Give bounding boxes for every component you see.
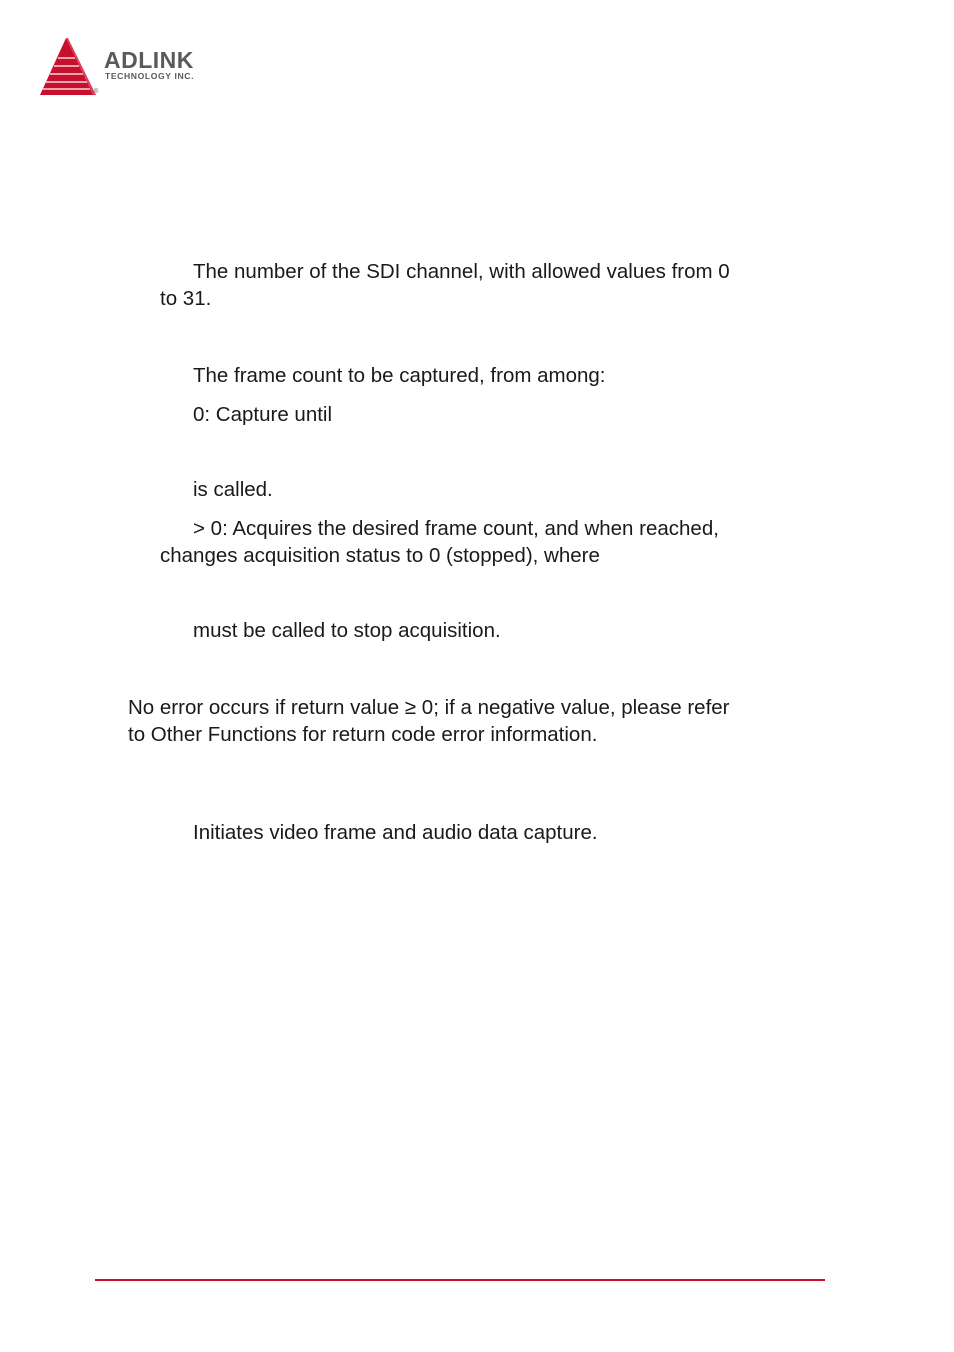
adlink-logo [38, 36, 238, 100]
return-value-line1: No error occurs if return value ≥ 0; if a negative value, please refer [128, 696, 730, 719]
channel-description-line2: to 31. [160, 287, 212, 310]
option-positive-line2: changes acquisition status to 0 (stopped), where [160, 544, 600, 567]
logo-registered-mark: ® [94, 89, 99, 95]
logo-subtitle: TECHNOLOGY INC. [105, 71, 195, 81]
footer-rule [95, 1279, 825, 1281]
option-zero-continuation: is called. [193, 478, 273, 501]
frame-count-intro: The frame count to be captured, from among: [193, 364, 606, 387]
option-positive-continuation: must be called to stop acquisition. [193, 619, 501, 642]
function-description: Initiates video frame and audio data capture. [193, 821, 598, 844]
logo-name: ADLINK [104, 47, 194, 73]
option-positive-line1: > 0: Acquires the desired frame count, and when reached, [193, 517, 719, 540]
return-value-line2: to Other Functions for return code error information. [128, 723, 598, 746]
option-zero: 0: Capture until [193, 403, 333, 426]
adlink-triangle-icon [38, 36, 100, 98]
channel-description-line1: The number of the SDI channel, with allowed values from 0 [193, 260, 730, 283]
